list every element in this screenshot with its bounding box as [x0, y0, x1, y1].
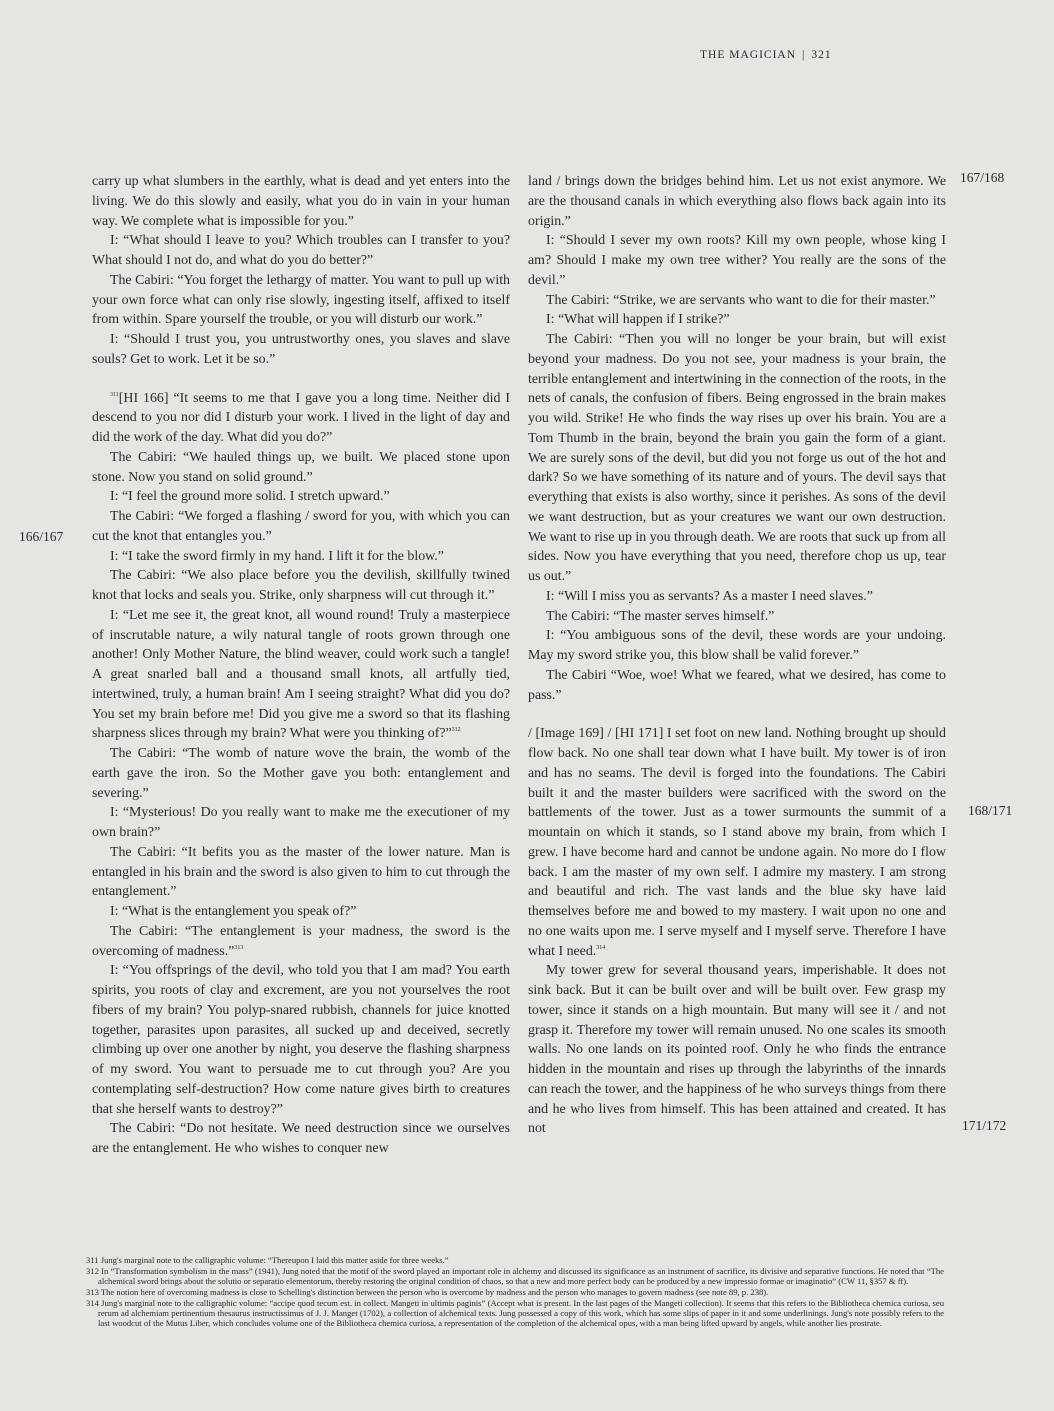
- margin-page-ref: 171/172: [962, 1118, 1007, 1133]
- footnote: 311 Jung's marginal note to the calligraphic volume: “Thereupon I laid this matter aside for three weeks.”: [86, 1255, 449, 1265]
- paragraph: [92, 606, 510, 744]
- paragraph-text: The Cabiri: “It befits you as the master of the lower nature. Man is entangled in his brain and the sword is also given to him to cut through the entanglement.”: [92, 844, 510, 900]
- paragraph: [92, 1119, 510, 1159]
- footnote-ref: 314: [596, 944, 606, 951]
- footnote-ref: 313: [234, 944, 244, 951]
- paragraph-text: I: “I feel the ground more solid. I stretch upward.”: [110, 489, 390, 505]
- paragraph: [92, 231, 510, 271]
- paragraph-text: I: “You ambiguous sons of the devil, these words are your undoing. May my sword strike you, this blow shall be valid forever.”: [528, 628, 946, 663]
- paragraph: [92, 843, 510, 902]
- paragraph-text: The Cabiri: “The master serves himself.”: [546, 608, 775, 624]
- paragraph-text: I: “What is the entanglement you speak of?”: [110, 904, 357, 919]
- paragraph-text: The Cabiri: “Do not hesitate. We need destruction since we ourselves are the entanglement. He who wishes to conquer new: [92, 1121, 510, 1156]
- footnote: 313 The notion here of overcoming madness is close to Schelling's distinction between the person who is overcome by madness and the person who manages to govern madness (see note 89, p. 238).: [86, 1286, 769, 1297]
- paragraph-text: The Cabiri: “We forged a flashing / sword for you, with which you can cut the knot that entangles you.”: [92, 509, 510, 544]
- paragraph: [528, 724, 946, 961]
- paragraph-text: I: “Should I trust you, you untrustworthy ones, you slaves and slave souls? Get to work. Let it be so.”: [92, 332, 510, 367]
- paragraph: [92, 744, 510, 803]
- page-number: 321: [811, 49, 832, 61]
- paragraph-text: The Cabiri: “You forget the lethargy of matter. You want to pull up with your own force what can only rise slowly, ingesting itself, affixed to itself from within. Spare yourself the trouble, or you will disturb our work.”: [92, 272, 510, 328]
- footnotes: [86, 1255, 944, 1329]
- paragraph-text: My tower grew for several thousand years, imperishable. It does not sink back. But it can be built over and will be built over. Few grasp my tower, since it stands on a high mountain. But many will see it / and not grasp it. Therefore my tower will remain unused. No one scales its smooth walls. No one lands on its pointed roof. Only he who finds the entrance hidden in the mountain and rises up through the labyrinths of the innards can reach the tower, and the happiness of he who surveys things from there and he who lives from himself. This has been attained and created. It has not: [528, 963, 946, 1137]
- paragraph-text: I: “You offsprings of the devil, who told you that I am mad? You earth spirits, you roots of clay and excrement, are you not yourselves the root fibers of my brain? You polyp-snared rubbish, channels for juice knotted together, parasites upon parasites, all sucked up and deceived, secretly climbing up over one another by night, you deserve the flashing sharpness of my sword. You want to persuade me to cut through you? Are you contemplating self-destruction? How come nature gives birth to creatures that she herself wants to destroy?”: [92, 963, 510, 1117]
- paragraph-text: [HI 166] “It seems to me that I gave you a long time. Neither did I descend to you nor did I disturb your work. I lived in the light of day and did the work of the day. What did you do?”: [92, 390, 510, 445]
- paragraph-text: The Cabiri “Woe, woe! What we feared, what we desired, has come to pass.”: [528, 667, 946, 703]
- right-column: [528, 172, 946, 1139]
- paragraph-text: I: “Mysterious! Do you really want to make me the executioner of my own brain?”: [92, 805, 510, 840]
- paragraph: [92, 448, 510, 488]
- paragraph-text: / [Image 169] / [HI 171] I set foot on new land. Nothing brought up should flow back. No one shall tear down what I have built. My tower is of iron and has no seams. The devil is forged into the foundations. The Cabiri built it and the master builders were sacrificed with the sword on the battlements of the tower. Just as a tower surmounts the summit of a mountain on which it stands, so I stand above my brain, from which I grew. I have become hard and cannot be undone again. No more do I flow back. I am the master of my own self. I admire my mastery. I am strong and beautiful and rich. The vast lands and the blue sky have laid themselves before me and bowed to my mastery. I wait upon no one and no one waits upon me. I serve myself and I myself serve. Therefore I have what I need.: [528, 726, 946, 959]
- footnote: 314 Jung's marginal note to the calligraphic volume: “accipe quod tecum est. in collect. Mangeti in ultimis paginis” (Accept what is present. In the last pages of the Mangeti collection). It seems that this refers to the Bibliotheca chemica curiosa, seu rerum ad alchemiam pertinentium thesaurus instructissimus of J. J. Manget (1702), a collection of alchemical texts. Jung possessed a copy of this work, which has some slips of paper in it and some underlinings. Jung's note possibly refers to the last woodcut of the Mutus Liber, which concludes volume one of the Bibliotheca chemica curiosa, a representation of the completion of the alchemical opus, with a man being lifted upward by angels, while another lies prostrate.: [86, 1297, 944, 1329]
- footnote: 312 In “Transformation symbolism in the mass” (1941), Jung noted that the motif of the sword played an important role in alchemy and discussed its significance as an instrument of sacrifice, its divisive and separative functions. He noted that “The alchemical sword brings about the solutio or separatio elementorum, thereby restoring the original condition of chaos, so that a new and more perfect body can be produced by a new impressio formae or imaginatio” (CW 11, §357 & ff).: [86, 1265, 944, 1287]
- running-head-title: THE MAGICIAN: [700, 49, 797, 61]
- paragraph: [92, 389, 510, 448]
- footnote-ref: 311: [110, 391, 119, 398]
- paragraph: [92, 566, 510, 606]
- left-column: [92, 172, 510, 1159]
- paragraph-text: I: “What should I leave to you? Which troubles can I transfer to you? What should I not do, and what do you do better?”: [92, 233, 510, 268]
- paragraph-text: The Cabiri: “The entanglement is your madness, the sword is the overcoming of madness.”: [92, 923, 510, 959]
- paragraph: [528, 310, 946, 330]
- paragraph: [92, 271, 510, 330]
- paragraph: [92, 487, 510, 507]
- paragraph: [528, 626, 946, 666]
- paragraph-text: The Cabiri: “Then you will no longer be your brain, but will exist beyond your madness. Do you not see, your madness is your brain, the terrible entanglement and intertwining in the connection of the roots, in the nets of canals, the confusion of fibers. Being engrossed in the brain makes you wild. Strike! He who finds the way rises up over his brain. You are a Tom Thumb in the brain, beyond the brain you gain the form of a giant. We are surely sons of the devil, but did you not forge us out of the hot and dark? So we have something of its nature and of yours. The devil says that everything that exists is also worthy, since it perishes. As sons of the devil we want destruction, but as your creatures we want our own destruction. We want to rise up in you through death. We are roots that suck up from all sides. Now you have everything that you need, therefore chop us up, tear us out.”: [528, 332, 946, 584]
- paragraph-text: carry up what slumbers in the earthly, what is dead and yet enters into the living. We do this slowly and easily, what you do in vain in your human way. We complete what is impossible for you.”: [92, 174, 510, 229]
- paragraph: [92, 961, 510, 1119]
- paragraph: [528, 172, 946, 231]
- paragraph-text: I: “Let me see it, the great knot, all wound round! Truly a masterpiece of inscrutable nature, a wily natural tangle of roots grown through one another! Only Mother Nature, the blind weaver, could work such a tangle! A great snarled ball and a thousand small knots, all artfully tied, intertwined, truly, a human brain! Am I seeing straight? What did you do? You set my brain before me! Did you give me a sword so that its flashing sharpness slices through my brain? What were you thinking of?”: [92, 607, 510, 742]
- paragraph: [528, 666, 946, 706]
- paragraph: [92, 330, 510, 370]
- paragraph-text: I: “I take the sword firmly in my hand. I lift it for the blow.”: [110, 548, 444, 564]
- paragraph-text: The Cabiri: “We hauled things up, we built. We placed stone upon stone. Now you stand on solid ground.”: [92, 449, 510, 485]
- paragraph: [92, 172, 510, 231]
- paragraph-text: The Cabiri: “The womb of nature wove the brain, the womb of the earth gave the iron. So the Mother gave you both: entanglement and severing.”: [92, 746, 510, 801]
- paragraph: [92, 547, 510, 567]
- paragraph: [92, 902, 510, 922]
- margin-page-ref: 167/168: [960, 170, 1005, 185]
- running-head-separator: |: [802, 49, 806, 61]
- paragraph-text: I: “What will happen if I strike?”: [546, 312, 730, 328]
- paragraph: [528, 587, 946, 607]
- paragraph-text: land / brings down the bridges behind him. Let us not exist anymore. We are the thousand canals in which everything also flows back again into its origin.”: [528, 174, 946, 229]
- paragraph-text: I: “Will I miss you as servants? As a master I need slaves.”: [546, 588, 873, 604]
- paragraph-text: The Cabiri: “We also place before you the devilish, skillfully twined knot that locks and seals you. Strike, only sharpness will cut through it.”: [92, 568, 510, 603]
- paragraph: [92, 507, 510, 547]
- running-head: [700, 49, 1000, 61]
- paragraph: [528, 291, 946, 311]
- paragraph-text: The Cabiri: “Strike, we are servants who want to die for their master.”: [546, 292, 936, 308]
- paragraph-text: I: “Should I sever my own roots? Kill my own people, whose king I am? Should I make my own tree wither? You really are the sons of the devil.”: [528, 233, 946, 288]
- footnote-ref: 312: [451, 727, 461, 734]
- paragraph: [528, 607, 946, 627]
- margin-page-ref: 168/171: [968, 803, 1013, 818]
- paragraph: [92, 803, 510, 843]
- paragraph: [528, 330, 946, 587]
- paragraph: [528, 961, 946, 1139]
- margin-page-ref: 166/167: [19, 529, 64, 544]
- paragraph: [528, 231, 946, 290]
- paragraph: [92, 922, 510, 962]
